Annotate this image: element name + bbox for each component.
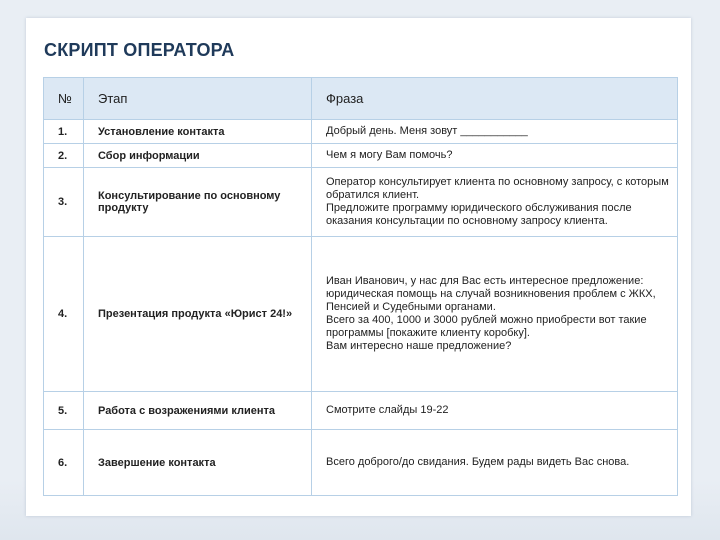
row-phrase — [312, 120, 678, 144]
row-stage: Завершение контакта — [84, 430, 312, 496]
table-row — [44, 144, 678, 168]
table-row — [44, 168, 678, 237]
phrase-line: Иван Иванович, у нас для Вас есть интересное предложение: юридическая помощь на случай возникновения проблем с ЖКХ, Пенсией и Судебными органами. — [326, 275, 656, 314]
phrase-line: Предложите программу юридического обслуживания после оказания консультации по основному запросу клиента. — [326, 202, 632, 227]
header-stage: Этап — [84, 78, 312, 120]
row-number: 4. — [44, 237, 84, 392]
row-stage: Сбор информации — [84, 144, 312, 168]
row-phrase — [312, 168, 678, 237]
phrase-line: Вам интересно наше предложение? — [326, 339, 512, 352]
row-phrase — [312, 392, 678, 430]
row-stage: Презентация продукта «Юрист 24!» — [84, 237, 312, 392]
row-number: 5. — [44, 392, 84, 430]
row-stage: Установление контакта — [84, 120, 312, 144]
row-number: 3. — [44, 168, 84, 237]
row-phrase — [312, 144, 678, 168]
table-row — [44, 392, 678, 430]
row-phrase — [312, 237, 678, 392]
table-row — [44, 430, 678, 496]
row-phrase — [312, 430, 678, 496]
table-row — [44, 237, 678, 392]
row-stage: Консультирование по основному продукту — [84, 168, 312, 237]
page-title: СКРИПТ ОПЕРАТОРА — [44, 40, 235, 60]
row-number: 6. — [44, 430, 84, 496]
slide — [26, 18, 691, 516]
table-row — [44, 120, 678, 144]
row-number: 1. — [44, 120, 84, 144]
phrase-line: Всего доброго/до свидания. Будем рады видеть Вас снова. — [326, 456, 630, 469]
phrase-line: Всего за 400, 1000 и 3000 рублей можно приобрести вот такие программы [покажите клиенту коробку]. — [326, 314, 647, 339]
row-stage: Работа с возражениями клиента — [84, 392, 312, 430]
table-header-row — [44, 78, 678, 120]
phrase-line: Чем я могу Вам помочь? — [326, 149, 453, 162]
header-phrase: Фраза — [312, 78, 678, 120]
phrase-line: Оператор консультирует клиента по основному запросу, с которым обратился клиент. — [326, 176, 669, 202]
phrase-line: Добрый день. Меня зовут ___________ — [326, 125, 528, 138]
operator-script-table — [43, 77, 678, 496]
phrase-line: Смотрите слайды 19-22 — [326, 404, 449, 417]
row-number: 2. — [44, 144, 84, 168]
header-number: № — [44, 78, 84, 120]
